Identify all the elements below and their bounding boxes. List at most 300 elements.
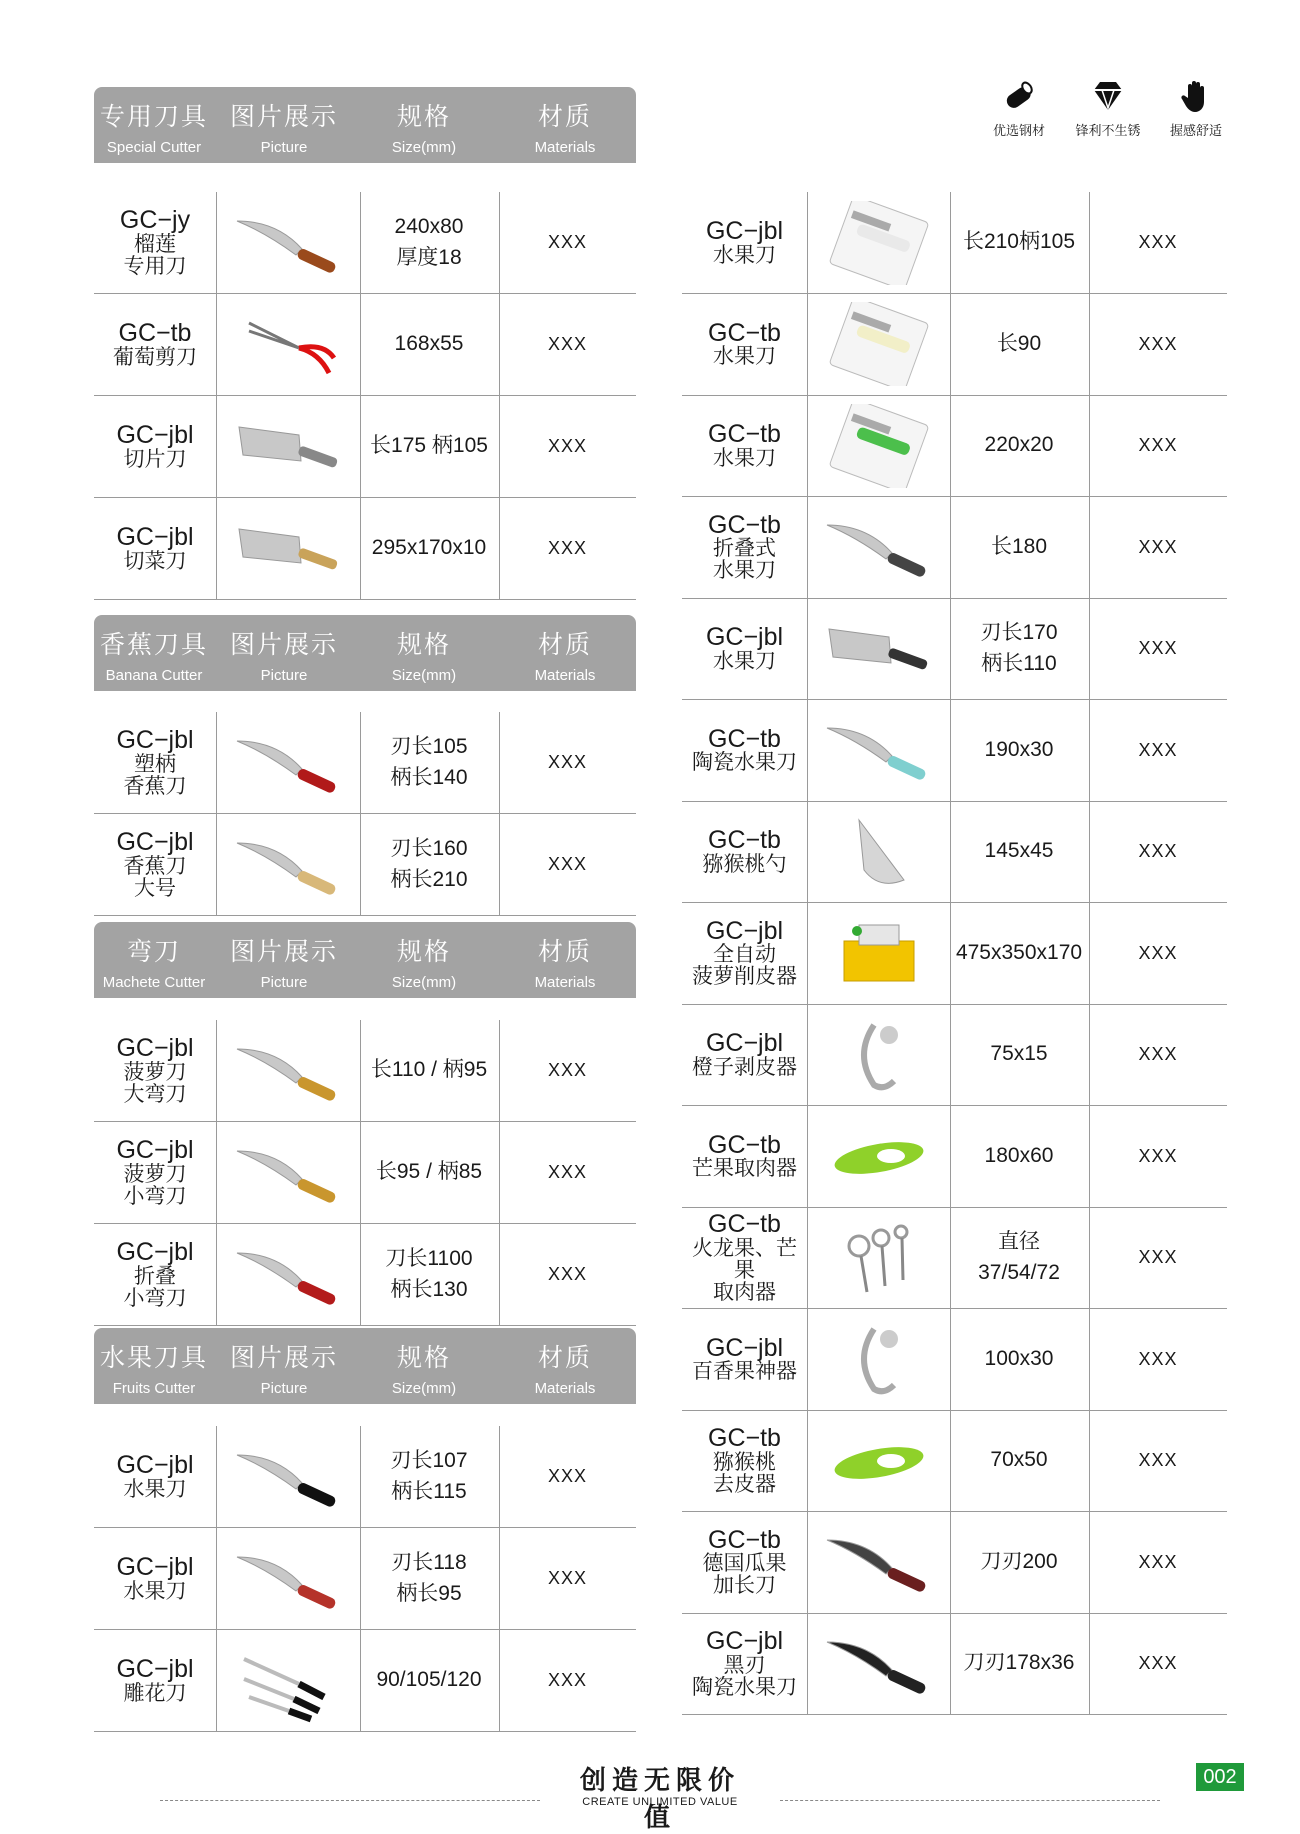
size-line: 长180 xyxy=(990,534,1048,558)
folding-machete-icon xyxy=(229,1233,349,1317)
product-row xyxy=(94,294,636,396)
product-picture xyxy=(807,1309,951,1410)
product-picture xyxy=(216,1020,361,1121)
product-name: 大弯刀 xyxy=(123,1082,187,1106)
product-row xyxy=(94,1122,636,1224)
size-line: 75x15 xyxy=(990,1042,1048,1066)
product-picture xyxy=(216,396,361,497)
product-picture xyxy=(216,814,361,915)
product-code-cell xyxy=(94,1528,216,1629)
feature-label: 锋利不生锈 xyxy=(1075,124,1141,139)
product-material: XXX xyxy=(1138,435,1178,456)
product-name: 小弯刀 xyxy=(123,1184,187,1208)
product-picture xyxy=(807,497,951,598)
product-material: XXX xyxy=(1138,1653,1178,1674)
product-name: 取肉器 xyxy=(713,1280,776,1304)
product-picture xyxy=(807,1613,951,1714)
product-size xyxy=(359,1528,500,1629)
product-size xyxy=(949,1613,1090,1714)
product-row xyxy=(682,1613,1227,1715)
column-material: 材质 xyxy=(537,102,592,131)
folding-knife-icon xyxy=(819,505,939,589)
size-line: 168x55 xyxy=(394,332,464,356)
product-name: 菠萝刀 xyxy=(123,1060,187,1084)
column-material-en: Materials xyxy=(534,667,596,684)
mango-tool-icon xyxy=(819,1114,939,1198)
kiwi-peeler-icon xyxy=(819,1419,939,1503)
product-code: GC−jbl xyxy=(116,1238,194,1267)
product-name: 德国瓜果 xyxy=(702,1552,787,1576)
column-picture: 图片展示 xyxy=(229,630,338,659)
packaged-knife-green-icon xyxy=(819,404,939,488)
product-name: 去皮器 xyxy=(712,1472,776,1496)
product-name: 水果刀 xyxy=(712,446,776,470)
size-line: 70x50 xyxy=(990,1448,1048,1472)
product-code-cell xyxy=(682,1309,807,1410)
product-code-cell xyxy=(682,294,807,395)
section-header-banana xyxy=(94,615,636,691)
product-row xyxy=(682,700,1227,802)
feature-label: 握感舒适 xyxy=(1169,124,1222,139)
product-material: XXX xyxy=(1138,1450,1178,1471)
product-name: 加长刀 xyxy=(713,1574,776,1598)
product-row xyxy=(682,1512,1227,1614)
page-number: 002 xyxy=(1196,1763,1244,1791)
footer-divider-right xyxy=(780,1800,1160,1801)
column-picture-en: Picture xyxy=(260,139,308,156)
product-material: XXX xyxy=(1138,1145,1178,1166)
product-code: GC−jbl xyxy=(116,1655,194,1684)
product-code-cell xyxy=(94,1426,216,1527)
product-code: GC−jbl xyxy=(705,916,784,945)
pineapple-peeler-machine-icon xyxy=(819,911,939,995)
product-code: GC−jbl xyxy=(116,1451,194,1480)
product-material: XXX xyxy=(1138,333,1178,354)
column-size: 规格 xyxy=(396,102,451,131)
cleaver-icon xyxy=(229,507,349,591)
product-code-cell xyxy=(682,1004,807,1105)
product-code: GC−tb xyxy=(708,826,781,855)
product-code-cell xyxy=(94,498,216,599)
column-picture-en: Picture xyxy=(260,974,308,991)
product-code: GC−tb xyxy=(708,318,781,347)
column-material: 材质 xyxy=(537,630,592,659)
product-code: GC−jbl xyxy=(705,623,784,652)
product-code: GC−tb xyxy=(708,420,781,449)
product-size xyxy=(949,192,1090,293)
column-picture: 图片展示 xyxy=(229,937,338,966)
product-material: XXX xyxy=(547,1466,588,1487)
product-size xyxy=(949,598,1090,699)
size-line: 90/105/120 xyxy=(376,1668,482,1692)
product-name: 塑柄 xyxy=(134,752,176,776)
size-line: 长110 / 柄95 xyxy=(370,1058,488,1082)
product-name: 黑刃 xyxy=(723,1653,766,1677)
product-picture xyxy=(807,294,951,395)
product-size xyxy=(949,1207,1090,1308)
product-material: XXX xyxy=(1138,1247,1178,1268)
size-line: 190x30 xyxy=(984,737,1054,761)
product-size xyxy=(949,1106,1090,1207)
product-name: 全自动 xyxy=(713,943,776,967)
size-line: 295x170x10 xyxy=(371,536,487,560)
product-picture xyxy=(807,1512,951,1613)
product-code: GC−jbl xyxy=(116,726,194,755)
product-name: 折叠式 xyxy=(712,537,776,561)
product-code-cell xyxy=(682,700,807,801)
product-name: 专用刀 xyxy=(123,254,187,278)
product-material: XXX xyxy=(1138,1044,1178,1065)
product-row xyxy=(682,192,1227,294)
column-material: 材质 xyxy=(537,1343,592,1372)
size-line: 刃长118 xyxy=(391,1551,467,1575)
product-picture xyxy=(807,801,951,902)
footer-slogan-en: CREATE UNLIMITED VALUE xyxy=(582,1796,738,1808)
size-line: 直径 xyxy=(998,1230,1040,1254)
product-name: 菠萝刀 xyxy=(123,1162,187,1186)
product-picture xyxy=(216,294,361,395)
product-size xyxy=(359,294,500,395)
product-size xyxy=(359,1020,500,1121)
product-code: GC−tb xyxy=(708,724,781,753)
size-line: 刀刃200 xyxy=(980,1549,1058,1573)
product-name: 猕猴桃 xyxy=(712,1450,776,1474)
product-code-cell xyxy=(682,192,807,293)
product-name: 折叠 xyxy=(134,1264,176,1288)
product-picture xyxy=(807,395,951,496)
product-size xyxy=(359,1630,500,1731)
product-code-cell xyxy=(682,1106,807,1207)
product-row xyxy=(94,396,636,498)
column-picture: 图片展示 xyxy=(229,102,338,131)
product-code: GC−jbl xyxy=(705,1029,784,1058)
product-code-cell xyxy=(682,395,807,496)
product-size xyxy=(949,903,1090,1004)
product-row xyxy=(94,1528,636,1630)
pineapple-small-machete-icon xyxy=(229,1131,349,1215)
product-row xyxy=(94,498,636,600)
product-picture xyxy=(807,903,951,1004)
size-line: 180x60 xyxy=(984,1143,1054,1167)
product-name: 橙子剥皮器 xyxy=(692,1055,797,1079)
column-material-en: Materials xyxy=(534,1380,596,1397)
product-code: GC−tb xyxy=(708,1130,781,1159)
product-material: XXX xyxy=(547,334,588,355)
product-row xyxy=(682,903,1227,1005)
feature-sharp xyxy=(1064,78,1152,139)
product-row xyxy=(94,1630,636,1732)
product-material: XXX xyxy=(1138,739,1178,760)
product-code-cell xyxy=(94,192,216,293)
product-code: GC−jbl xyxy=(116,523,194,552)
feature-steel xyxy=(975,78,1063,139)
product-size xyxy=(949,1004,1090,1105)
product-picture xyxy=(216,1528,361,1629)
product-size xyxy=(949,1410,1090,1511)
size-line: 长90 xyxy=(996,331,1042,355)
grape-scissors-icon xyxy=(229,303,349,387)
product-picture xyxy=(807,192,951,293)
product-size xyxy=(359,814,500,915)
product-code-cell xyxy=(94,1630,216,1731)
column-size: 规格 xyxy=(396,937,451,966)
size-line: 240x80 xyxy=(394,215,464,239)
column-size: 规格 xyxy=(396,630,451,659)
fruit-knife-icon xyxy=(229,1435,349,1519)
product-code-cell xyxy=(94,814,216,915)
product-size xyxy=(949,497,1090,598)
product-code: GC−jbl xyxy=(116,828,194,857)
product-name: 水果刀 xyxy=(713,243,776,267)
carving-knives-icon xyxy=(229,1639,349,1723)
product-picture xyxy=(216,498,361,599)
section-title-en: Special Cutter xyxy=(106,139,202,156)
product-picture xyxy=(216,192,361,293)
product-code-cell xyxy=(682,497,807,598)
boxed-knife-icon xyxy=(819,201,939,285)
section-header-special xyxy=(94,87,636,163)
product-name: 水果刀 xyxy=(123,1477,187,1501)
fruit-knife-red-icon xyxy=(229,1537,349,1621)
product-size xyxy=(949,700,1090,801)
product-row xyxy=(682,1309,1227,1411)
product-row xyxy=(682,1207,1227,1309)
product-material: XXX xyxy=(1138,841,1178,862)
size-line: 柄长95 xyxy=(396,1581,462,1605)
product-name: 火龙果、芒果 xyxy=(692,1236,797,1282)
product-name: 切片刀 xyxy=(123,447,187,471)
product-picture xyxy=(216,1426,361,1527)
size-line: 刀长1100 xyxy=(385,1247,473,1271)
product-row xyxy=(682,497,1227,599)
product-size xyxy=(359,396,500,497)
footer-divider-left xyxy=(160,1800,540,1801)
product-name: 水果刀 xyxy=(123,1579,187,1603)
product-row xyxy=(94,1426,636,1528)
diamond-icon xyxy=(1090,78,1126,114)
size-line: 柄长110 xyxy=(981,651,1057,675)
size-line: 刃长160 xyxy=(390,837,468,861)
feature-grip xyxy=(1152,78,1240,139)
product-row xyxy=(682,598,1227,700)
product-size xyxy=(359,498,500,599)
product-size xyxy=(949,294,1090,395)
product-code-cell xyxy=(94,396,216,497)
passion-fruit-tool-icon xyxy=(819,1317,939,1401)
column-picture-en: Picture xyxy=(260,667,308,684)
product-row xyxy=(94,1020,636,1122)
product-picture xyxy=(807,1207,951,1308)
size-line: 柄长210 xyxy=(390,867,468,891)
product-name: 香蕉刀 xyxy=(123,774,187,798)
product-row xyxy=(94,192,636,294)
product-row xyxy=(682,294,1227,396)
product-size xyxy=(949,395,1090,496)
product-code-cell xyxy=(682,801,807,902)
section-title: 专用刀具 xyxy=(99,102,208,131)
product-name: 陶瓷水果刀 xyxy=(692,751,797,775)
product-name: 小弯刀 xyxy=(123,1286,187,1310)
size-line: 长95 / 柄85 xyxy=(375,1160,483,1184)
product-picture xyxy=(216,712,361,813)
durian-knife-icon xyxy=(229,201,349,285)
section-title-en: Banana Cutter xyxy=(105,667,203,684)
column-size-en: Size(mm) xyxy=(391,667,457,684)
product-code-cell xyxy=(94,294,216,395)
product-name: 大号 xyxy=(134,876,176,900)
section-title-en: Machete Cutter xyxy=(102,974,206,991)
section-title: 弯刀 xyxy=(126,937,181,966)
product-material: XXX xyxy=(1138,536,1178,557)
footer-slogan: 创造无限价值 xyxy=(579,1766,740,1833)
size-line: 100x30 xyxy=(984,1346,1054,1370)
product-size xyxy=(359,1426,500,1527)
product-material: XXX xyxy=(547,854,588,875)
black-ceramic-knife-icon xyxy=(819,1622,939,1706)
product-code: GC−tb xyxy=(708,510,781,539)
product-material: XXX xyxy=(1138,232,1178,253)
product-name: 猕猴桃勺 xyxy=(702,852,787,876)
product-material: XXX xyxy=(1138,1551,1178,1572)
product-size xyxy=(949,1512,1090,1613)
product-material: XXX xyxy=(1138,1348,1178,1369)
size-line: 475x350x170 xyxy=(955,940,1083,964)
product-material: XXX xyxy=(547,1670,588,1691)
section-title: 水果刀具 xyxy=(99,1343,208,1372)
column-size-en: Size(mm) xyxy=(391,974,457,991)
size-line: 柄长140 xyxy=(390,765,468,789)
column-size: 规格 xyxy=(396,1343,451,1372)
product-picture xyxy=(807,1410,951,1511)
product-row xyxy=(682,1106,1227,1208)
damascus-knife-icon xyxy=(819,1520,939,1604)
product-material: XXX xyxy=(1138,638,1178,659)
product-row xyxy=(682,395,1227,497)
column-material-en: Materials xyxy=(534,974,596,991)
product-row xyxy=(94,712,636,814)
product-code: GC−jy xyxy=(119,206,191,235)
product-material: XXX xyxy=(547,1264,588,1285)
product-material: XXX xyxy=(547,232,588,253)
feature-label: 优选钢材 xyxy=(992,124,1045,139)
product-material: XXX xyxy=(547,1162,588,1183)
product-code-cell xyxy=(94,1224,216,1325)
product-row xyxy=(682,1004,1227,1106)
size-line: 柄长115 xyxy=(391,1479,467,1503)
slicing-knife-icon xyxy=(229,405,349,489)
product-material: XXX xyxy=(547,538,588,559)
product-picture xyxy=(807,1004,951,1105)
product-code: GC−tb xyxy=(708,1424,781,1453)
kiwi-spoon-icon xyxy=(819,810,939,894)
product-code-cell xyxy=(94,712,216,813)
product-size xyxy=(359,1122,500,1223)
column-size-en: Size(mm) xyxy=(391,1380,457,1397)
section-title-en: Fruits Cutter xyxy=(112,1380,196,1397)
melon-baller-icon xyxy=(819,1216,939,1300)
product-code: GC−tb xyxy=(708,1210,781,1239)
product-material: XXX xyxy=(547,1060,588,1081)
product-code: GC−tb xyxy=(118,319,192,348)
santoku-knife-icon xyxy=(819,607,939,691)
hand-icon xyxy=(1178,78,1214,114)
size-line: 220x20 xyxy=(984,433,1054,457)
size-line: 刃长105 xyxy=(390,735,468,759)
section-title: 香蕉刀具 xyxy=(99,630,208,659)
product-picture xyxy=(216,1224,361,1325)
product-size xyxy=(949,801,1090,902)
product-picture xyxy=(807,598,951,699)
size-line: 刃长107 xyxy=(390,1449,468,1473)
product-row xyxy=(682,801,1227,903)
size-line: 刀刃178x36 xyxy=(963,1651,1075,1675)
product-row xyxy=(94,1224,636,1326)
product-name: 水果刀 xyxy=(713,649,776,673)
product-code: GC−jbl xyxy=(116,1553,194,1582)
section-header-fruits xyxy=(94,1328,636,1404)
pineapple-machete-icon xyxy=(229,1029,349,1113)
product-code-cell xyxy=(94,1020,216,1121)
product-code: GC−jbl xyxy=(116,421,194,450)
product-code-cell xyxy=(94,1122,216,1223)
section-header-machete xyxy=(94,922,636,998)
column-picture-en: Picture xyxy=(260,1380,308,1397)
steel-icon xyxy=(1001,78,1037,114)
product-code: GC−jbl xyxy=(116,1136,194,1165)
product-name: 水果刀 xyxy=(712,559,776,583)
product-material: XXX xyxy=(547,752,588,773)
product-code: GC−jbl xyxy=(116,1034,194,1063)
product-size xyxy=(359,1224,500,1325)
banana-knife-icon xyxy=(229,721,349,805)
product-material: XXX xyxy=(547,436,588,457)
size-line: 长210柄105 xyxy=(962,230,1076,254)
product-size xyxy=(359,192,500,293)
product-code-cell xyxy=(682,903,807,1004)
size-line: 厚度18 xyxy=(396,245,462,269)
product-name: 菠萝削皮器 xyxy=(692,965,797,989)
product-code-cell xyxy=(682,1207,807,1308)
product-code-cell xyxy=(682,1512,807,1613)
product-row xyxy=(94,814,636,916)
column-picture: 图片展示 xyxy=(229,1343,338,1372)
packaged-knife-icon xyxy=(819,302,939,386)
banana-knife-large-icon xyxy=(229,823,349,907)
product-code-cell xyxy=(682,1410,807,1511)
product-name: 百香果神器 xyxy=(692,1360,797,1384)
product-code-cell xyxy=(682,1613,807,1714)
product-name: 陶瓷水果刀 xyxy=(692,1675,797,1699)
product-picture xyxy=(216,1630,361,1731)
size-line: 柄长130 xyxy=(390,1277,468,1301)
product-code-cell xyxy=(682,598,807,699)
size-line: 长175 柄105 xyxy=(370,434,488,458)
orange-peeler-icon xyxy=(819,1013,939,1097)
product-material: XXX xyxy=(547,1568,588,1589)
ceramic-folding-knife-icon xyxy=(819,708,939,792)
size-line: 37/54/72 xyxy=(978,1260,1060,1284)
product-code: GC−jbl xyxy=(705,217,784,246)
product-code: GC−jbl xyxy=(705,1627,784,1656)
column-material: 材质 xyxy=(537,937,592,966)
product-name: 香蕉刀 xyxy=(123,854,187,878)
product-name: 切菜刀 xyxy=(123,549,187,573)
product-name: 榴莲 xyxy=(134,232,176,256)
product-name: 水果刀 xyxy=(712,345,776,369)
product-size xyxy=(949,1309,1090,1410)
product-name: 葡萄剪刀 xyxy=(113,345,197,369)
column-size-en: Size(mm) xyxy=(391,139,457,156)
